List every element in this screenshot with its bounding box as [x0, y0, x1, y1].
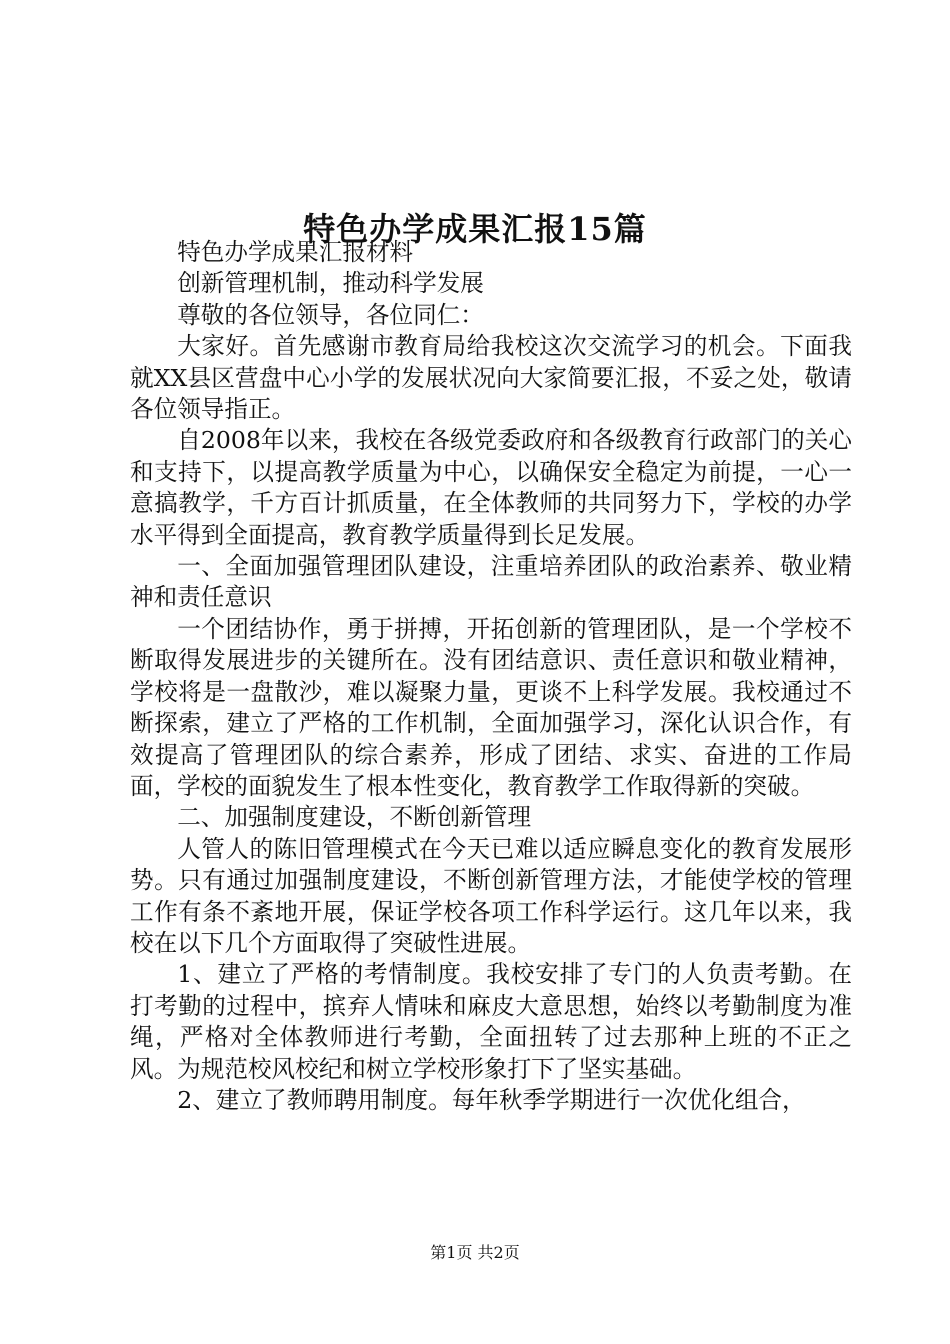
paragraph-section-2: 人管人的陈旧管理模式在今天已难以适应瞬息变化的教育发展形势。只有通过加强制度建设，不断创新管理方法，才能使学校的管理工作有条不紊地开展，保证学校各项工作科学运行。这几年以来，我校在以下几个方面取得了突破性进展。: [130, 834, 852, 957]
document-title: 特色办学成果汇报15篇: [303, 210, 647, 249]
paragraph-subtitle: 特色办学成果汇报材料: [177, 238, 414, 266]
paragraph-section-1: 一个团结协作，勇于拼搏，开拓创新的管理团队，是一个学校不断取得发展进步的关键所在。没有团结意识、责任意识和敬业精神，学校将是一盘散沙，难以凝聚力量，更谈不上科学发展。我校通过不断探索，建立了严格的工作机制，全面加强学习，深化认识合作，有效提高了管理团队的综合素养，形成了团结、求实、奋进的工作局面，学校的面貌发生了根本性变化，教育教学工作取得新的突破。: [130, 614, 852, 800]
page-number-footer: 第1页 共2页: [430, 1243, 520, 1262]
document-body: [130, 237, 852, 1116]
paragraph-theme: 创新管理机制，推动科学发展: [177, 269, 484, 298]
paragraph-overview: 自2008年以来，我校在各级党委政府和各级教育行政部门的关心和支持下，以提高教学质量为中心，以确保安全稳定为前提，一心一意搞教学，千方百计抓质量，在全体教师的共同努力下，学校的办学水平得到全面提高，教育教学质量得到长足发展。: [130, 426, 852, 549]
paragraph-item-1: 1、建立了严格的考情制度。我校安排了专门的人负责考勤。在打考勤的过程中，摈弃人情味和麻皮大意思想，始终以考勤制度为准绳，严格对全体教师进行考勤，全面扭转了过去那种上班的不正之风。为规范校风校纪和树立学校形象打下了坚实基础。: [130, 960, 852, 1083]
section-heading-1: 一、全面加强管理团队建设，注重培养团队的政治素养、敬业精神和责任意识: [130, 552, 852, 612]
paragraph-salutation: 尊敬的各位领导，各位同仁：: [177, 300, 484, 329]
paragraph-item-2: 2、建立了教师聘用制度。每年秋季学期进行一次优化组合，: [177, 1085, 806, 1114]
paragraph-greeting: 大家好。首先感谢市教育局给我校这次交流学习的机会。下面我就XX县区营盘中心小学的发展状况向大家简要汇报，不妥之处，敬请各位领导指正。: [130, 332, 852, 424]
section-heading-2: 二、加强制度建设，不断创新管理: [177, 803, 532, 832]
